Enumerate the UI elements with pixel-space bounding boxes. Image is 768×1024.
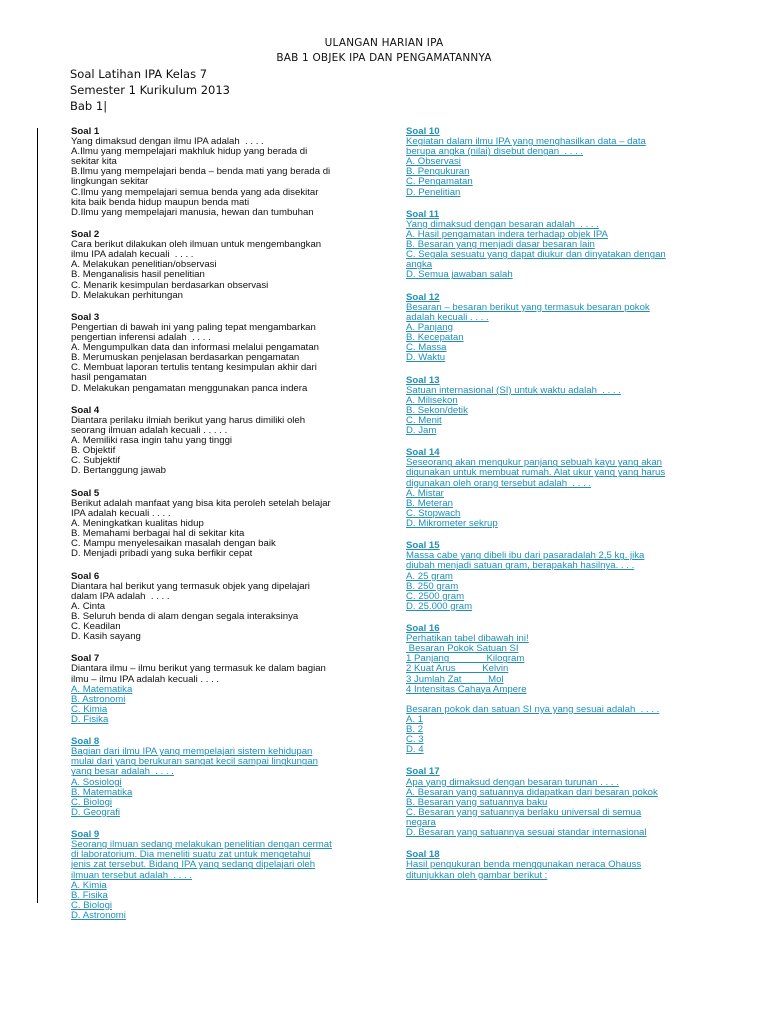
question-line: A. Meningkatkan kualitas hidup: [71, 517, 204, 529]
question-line: B. Memahami berbagai hal di sekitar kita: [71, 528, 245, 540]
question-block: [406, 127, 706, 198]
question-line[interactable]: D. Jam: [406, 425, 437, 436]
question-block: [406, 210, 706, 281]
question-line[interactable]: ilmuan tersebut adalah . . . .: [71, 869, 193, 881]
question-number: Soal 6: [71, 570, 100, 582]
question-line: D. Kasih sayang: [71, 631, 141, 643]
question-block: [71, 127, 371, 218]
question-line: D. Bertanggung jawab: [71, 465, 166, 477]
question-block: [71, 489, 371, 560]
question-line[interactable]: B. Fisika: [71, 889, 108, 901]
answer-option-link[interactable]: D. Fisika: [71, 713, 109, 725]
answer-option-link[interactable]: B. Astronomi: [71, 693, 126, 705]
question-line: Diantara perilaku ilmiah berikut yang harus dimiliki oleh: [71, 414, 306, 426]
question-number: Soal 3: [71, 311, 100, 323]
question-line: pengertian inferensi adalah . . . .: [71, 332, 211, 344]
question-line: seorang ilmuan adalah kecuali . . . . .: [71, 425, 228, 436]
question-block: [406, 541, 706, 612]
question-line: B.Ilmu yang mempelajari benda – benda mati yang berada di: [71, 166, 331, 178]
question-line[interactable]: B. Meteran: [406, 497, 453, 509]
question-line[interactable]: A. Milisekon: [406, 394, 458, 406]
subtitle-semester: Semester 1 Kurikulum 2013: [70, 83, 230, 97]
question-line[interactable]: Perhatikan tabel dibawah ini!: [406, 633, 529, 645]
question-line[interactable]: ditunjukkan oleh gambar berikut :: [406, 869, 548, 881]
question-line[interactable]: C. Massa: [406, 342, 447, 354]
question-line: Cara berikut dilakukan oleh ilmuan untuk mengembangkan: [71, 239, 322, 251]
question-line[interactable]: Massa cabe yang dibeli ibu dari pasaradalah 2,5 kg. jika: [406, 550, 645, 562]
question-line: A. Cinta: [71, 600, 106, 612]
question-line[interactable]: angka: [406, 259, 433, 271]
question-line[interactable]: yang besar adalah . . . .: [71, 766, 174, 778]
question-line: D. Menjadi pribadi yang suka berfikir cepat: [71, 548, 253, 560]
question-line[interactable]: Besaran pokok dan satuan SI nya yang sesuai adalah . . . .: [406, 703, 660, 715]
question-line: C. Menarik kesimpulan berdasarkan observasi: [71, 279, 269, 291]
question-line[interactable]: A. Observasi: [406, 156, 461, 168]
question-line[interactable]: D. Waktu: [406, 352, 446, 364]
question-line[interactable]: adalah kecuali . . . .: [406, 311, 489, 323]
question-line[interactable]: 2 Kuat Arus Kelvin: [406, 663, 509, 675]
question-line[interactable]: B. Besaran yang menjadi dasar besaran lain: [406, 239, 595, 251]
question-number: Soal 11: [406, 208, 440, 220]
question-line[interactable]: B. Matematika: [71, 786, 133, 798]
question-line: dalam IPA adalah . . . .: [71, 590, 170, 602]
question-line: B. Objektif: [71, 445, 116, 457]
question-line[interactable]: Besaran Pokok Satuan SI: [406, 643, 519, 655]
question-number: Soal 15: [406, 540, 440, 552]
question-number: Soal 16: [406, 623, 440, 635]
question-line[interactable]: D. Geografi: [71, 806, 121, 818]
question-number: Soal 1: [71, 126, 100, 137]
question-block: [71, 406, 371, 477]
question-line[interactable]: Yang dimaksud dengan besaran adalah . . . .: [406, 218, 599, 230]
question-line[interactable]: Besaran – besaran berikut yang termasuk besaran pokok: [406, 301, 650, 313]
question-line: A. Melakukan penelitian/observasi: [71, 259, 217, 271]
answer-option-link[interactable]: C. Kimia: [71, 703, 108, 715]
right-question-column: [406, 127, 706, 893]
question-line[interactable]: C. Segala sesuatu yang dapat diukur dan dinyatakan dengan: [406, 249, 666, 261]
question-line: hasil pengamatan: [71, 372, 147, 384]
question-line: D.Ilmu yang mempelajari manusia, hewan dan tumbuhan: [71, 206, 314, 218]
question-line: C.Ilmu yang mempelajari semua benda yang ada disekitar: [71, 186, 319, 198]
question-line[interactable]: mulai dari yang berukuran sangat kecil sampai lingkungan: [71, 756, 318, 768]
question-block: [406, 376, 706, 437]
question-line: C. Membuat laporan tertulis tentang kesimpulan akhir dari: [71, 362, 317, 374]
question-line: ilmu – ilmu IPA adalah kecuali . . . .: [71, 673, 220, 685]
question-block: [71, 830, 371, 921]
question-line: A.Ilmu yang mempelajari makhluk hidup yang berada di: [71, 146, 308, 158]
question-line[interactable]: C. Biologi: [71, 796, 113, 808]
question-line[interactable]: A. Mistar: [406, 487, 444, 499]
question-line[interactable]: C. 3: [406, 734, 424, 746]
question-block: [71, 313, 371, 394]
question-line[interactable]: 1 Panjang Kilogram: [406, 653, 525, 665]
question-line[interactable]: C. Stopwach: [406, 507, 461, 519]
question-line[interactable]: D. Penelitian: [406, 186, 461, 198]
question-line[interactable]: Apa yang dimaksud dengan besaran turunan . . . .: [406, 776, 619, 788]
subtitle-chapter: Bab 1|: [70, 99, 108, 113]
question-line: B. Merumuskan penjelasan berdasarkan pengamatan: [71, 352, 300, 364]
question-line[interactable]: A. 25 gram: [406, 570, 453, 582]
question-line[interactable]: 4 Intensitas Cahaya Ampere: [406, 683, 527, 695]
question-line[interactable]: B. Sekon/detik: [406, 404, 468, 416]
question-line: C. Keadilan: [71, 620, 121, 632]
question-block: [406, 767, 706, 838]
question-line: lingkungan sekitar: [71, 176, 149, 188]
question-line: C. Mampu menyelesaikan masalah dengan baik: [71, 538, 276, 550]
question-line: Diantara ilmu – ilmu berikut yang termasuk ke dalam bagian: [71, 663, 326, 675]
question-number: Soal 4: [71, 404, 100, 416]
question-line[interactable]: D. 25.000 gram: [406, 600, 473, 612]
question-line: D. Melakukan pengamatan menggunakan panca indera: [71, 382, 308, 394]
question-number: Soal 9: [71, 829, 100, 841]
question-line[interactable]: D. Astronomi: [71, 909, 126, 921]
question-block: [406, 448, 706, 529]
question-line[interactable]: diubah menjadi satuan gram, berapakah hasilnya. . . .: [406, 560, 635, 572]
question-block: [406, 624, 706, 755]
question-line[interactable]: C. 2500 gram: [406, 590, 465, 602]
question-line: sekitar kita: [71, 156, 117, 168]
question-line[interactable]: A. Hasil pengamatan indera terhadap objek IPA: [406, 229, 608, 241]
question-line: A. Mengumpulkan data dan informasi melalui pengamatan: [71, 342, 319, 354]
question-line[interactable]: C. Menit: [406, 414, 442, 426]
question-line[interactable]: C. Biologi: [71, 899, 113, 911]
question-line: ilmu IPA adalah kecuali . . . .: [71, 249, 194, 261]
question-line[interactable]: B. 2: [406, 724, 424, 735]
question-number: Soal 7: [71, 653, 100, 665]
subtitle-class: Soal Latihan IPA Kelas 7: [70, 67, 208, 81]
question-block: [71, 572, 371, 643]
answer-option-link[interactable]: A. Matematika: [71, 683, 133, 695]
question-line[interactable]: B. 250 gram: [406, 580, 459, 592]
question-line[interactable]: A. Panjang: [406, 321, 453, 333]
question-line: Berikut adalah manfaat yang bisa kita peroleh setelah belajar: [71, 497, 331, 509]
question-line[interactable]: B. Besaran yang satuannya baku: [406, 796, 548, 808]
question-number: Soal 10: [406, 126, 440, 137]
question-line: Pengertian di bawah ini yang paling tepat mengambarkan: [71, 321, 316, 333]
question-line: B. Seluruh benda di alam dengan segala interaksinya: [71, 610, 299, 622]
question-block: [71, 654, 371, 725]
question-line[interactable]: Bagian dari ilmu IPA yang mempelajari sistem kehidupan: [71, 746, 313, 758]
question-line[interactable]: B. Kecepatan: [406, 332, 464, 344]
question-number: Soal 18: [406, 849, 440, 861]
question-line[interactable]: A. Kimia: [71, 879, 107, 891]
question-line[interactable]: Seorang ilmuan sedang melakukan penelitian dengan cermat: [71, 839, 332, 851]
question-line[interactable]: Seseorang akan mengukur panjang sebuah kayu yang akan: [406, 457, 663, 469]
question-line[interactable]: D. 4: [406, 744, 424, 756]
question-number: Soal 2: [71, 229, 100, 241]
question-line: IPA adalah kecuali . . . .: [71, 507, 171, 519]
question-line[interactable]: Kegiatan dalam ilmu IPA yang menghasilkan data – data: [406, 136, 646, 148]
question-line[interactable]: Satuan internasional (SI) untuk waktu adalah . . . .: [406, 384, 621, 396]
left-question-column: [71, 127, 371, 933]
question-block: [406, 850, 706, 880]
question-number: Soal 5: [71, 487, 100, 499]
question-number: Soal 17: [406, 766, 440, 778]
question-line[interactable]: digunakan untuk membuat rumah. Alat ukur yang yang harus: [406, 467, 666, 479]
question-line[interactable]: A. 1: [406, 713, 424, 725]
question-line: Diantara hal berikut yang termasuk objek yang dipelajari: [71, 580, 310, 592]
question-line[interactable]: C. Pengamatan: [406, 176, 473, 188]
question-number: Soal 8: [71, 736, 100, 748]
question-line[interactable]: di laboratorium. Dia meneliti suatu zat untuk mengetahui: [71, 849, 311, 861]
question-line: C. Subjektif: [71, 455, 121, 467]
question-line[interactable]: A. Besaran yang satuannya didapatkan dari besaran pokok: [406, 786, 658, 798]
question-number: Soal 12: [406, 291, 440, 303]
question-line: A. Memiliki rasa ingin tahu yang tinggi: [71, 435, 233, 447]
question-line[interactable]: jenis zat tersebut. Bidang IPA yang sedang dipelajari oleh: [71, 859, 316, 871]
question-block: [71, 737, 371, 818]
question-line[interactable]: B. Pengukuran: [406, 166, 470, 178]
question-line[interactable]: A. Sosiologi: [71, 776, 122, 788]
question-line[interactable]: digunakan oleh orang tersebut adalah . . . .: [406, 477, 592, 489]
question-line[interactable]: Hasil pengukuran benda menggunakan neraca Ohauss: [406, 859, 642, 871]
question-line[interactable]: D. Besaran yang satuannya sesuai standar internasional: [406, 827, 647, 839]
question-number: Soal 14: [406, 447, 440, 459]
question-line[interactable]: berupa angka (nilai) disebut dengan . . . .: [406, 146, 584, 158]
question-line[interactable]: D. Semua jawaban salah: [406, 269, 513, 281]
question-line: B. Menganalisis hasil penelitian: [71, 269, 205, 281]
question-block: [71, 230, 371, 301]
question-line[interactable]: C. Besaran yang satuannya berlaku universal di semua: [406, 806, 642, 818]
question-line: D. Melakukan perhitungan: [71, 289, 183, 301]
question-line[interactable]: D. Mikrometer sekrup: [406, 517, 498, 529]
question-line[interactable]: negara: [406, 816, 436, 828]
document-title-line2: BAB 1 OBJEK IPA DAN PENGAMATANNYA: [276, 52, 492, 64]
question-line: Yang dimaksud dengan ilmu IPA adalah . . . .: [71, 136, 264, 148]
question-line[interactable]: 3 Jumlah Zat Mol: [406, 673, 504, 685]
left-margin-rule: [37, 128, 38, 903]
question-number: Soal 13: [406, 374, 440, 386]
question-line: kita baik benda hidup maupun benda mati: [71, 196, 250, 208]
question-block: [406, 293, 706, 364]
document-title-line1: ULANGAN HARIAN IPA: [324, 37, 444, 49]
